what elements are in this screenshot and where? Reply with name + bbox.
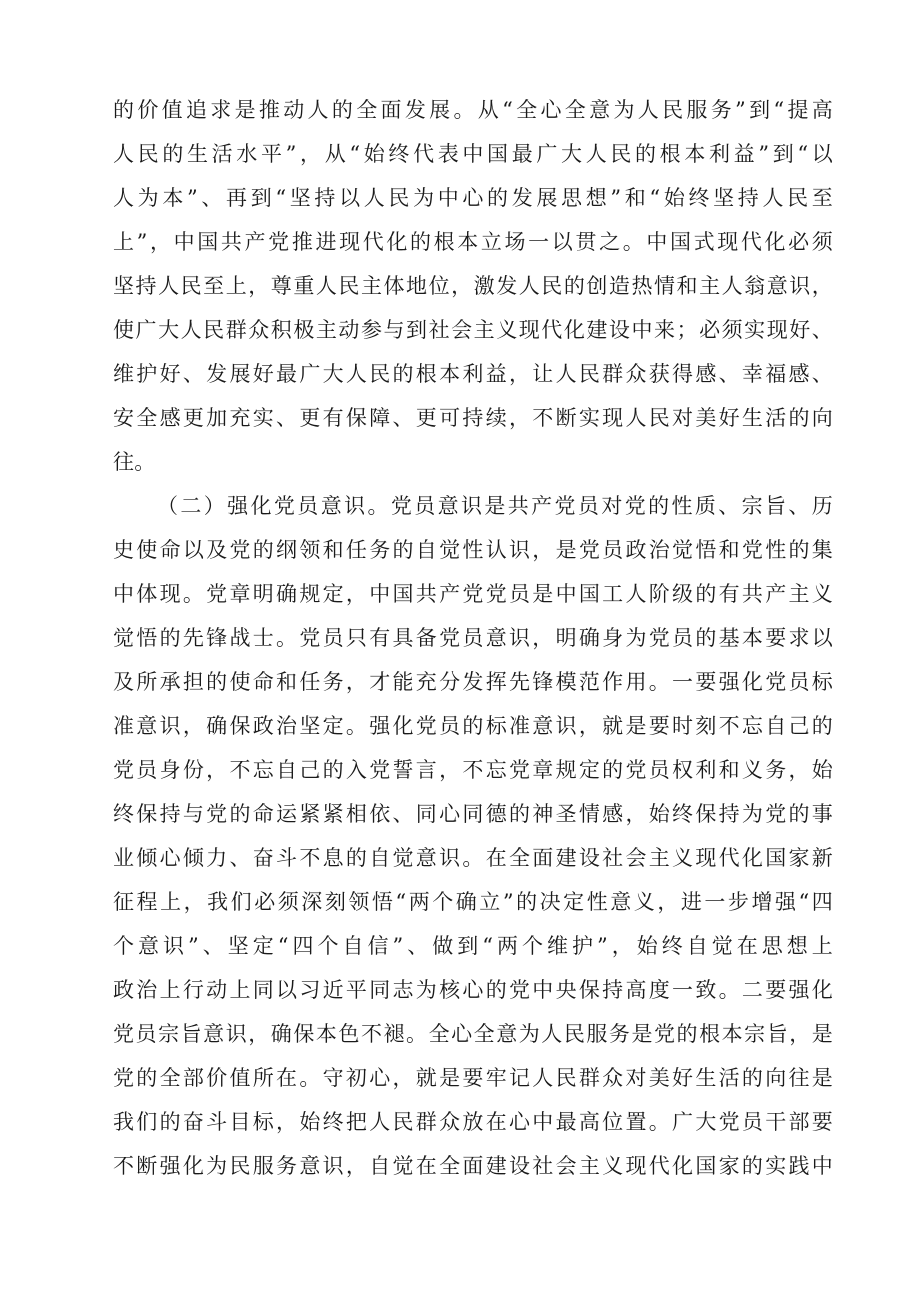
text-line: 安全感更加充实、更有保障、更可持续，不断实现人民对美好生活的向 [113,406,833,430]
text-line: 中体现。党章明确规定，中国共产党党员是中国工人阶级的有共产主义 [113,582,833,606]
text-line: 准意识，确保政治坚定。强化党员的标准意识，就是要时刻不忘自己的 [113,714,833,738]
text-line: 党的全部价值所在。守初心，就是要牢记人民群众对美好生活的向往是 [113,1066,833,1090]
text-line: 党员宗旨意识，确保本色不褪。全心全意为人民服务是党的根本宗旨，是 [113,1022,833,1046]
text-line: 上”，中国共产党推进现代化的根本立场一以贯之。中国式现代化必须 [113,230,833,254]
text-line: 党员身份，不忘自己的入党誓言，不忘党章规定的党员权利和义务，始 [113,758,833,782]
text-line: 政治上行动上同以习近平同志为核心的党中央保持高度一致。二要强化 [113,978,833,1002]
text-line: 终保持与党的命运紧紧相依、同心同德的神圣情感，始终保持为党的事 [113,802,833,826]
text-line: 觉悟的先锋战士。党员只有具备党员意识，明确身为党员的基本要求以 [113,626,833,650]
text-line: 的价值追求是推动人的全面发展。从“全心全意为人民服务”到“提高 [113,98,833,122]
text-line: 及所承担的使命和任务，才能充分发挥先锋模范作用。一要强化党员标 [113,670,833,694]
text-line: 使广大人民群众积极主动参与到社会主义现代化建设中来；必须实现好、 [113,318,833,342]
text-line: 征程上，我们必须深刻领悟“两个确立”的决定性意义，进一步增强“四 [113,890,833,914]
text-line: 我们的奋斗目标，始终把人民群众放在心中最高位置。广大党员干部要 [113,1110,833,1134]
text-line: 个意识”、坚定“四个自信”、做到“两个维护”，始终自觉在思想上 [113,934,833,958]
text-line: 人为本”、再到“坚持以人民为中心的发展思想”和“始终坚持人民至 [113,186,833,210]
text-line: 往。 [113,450,156,474]
text-line: 不断强化为民服务意识，自觉在全面建设社会主义现代化国家的实践中 [113,1154,833,1178]
section-heading-line: （二）强化党员意识。党员意识是共产党员对党的性质、宗旨、历 [157,494,833,518]
text-line: 史使命以及党的纲领和任务的自觉性认识，是党员政治觉悟和党性的集 [113,538,833,562]
text-line: 坚持人民至上，尊重人民主体地位，激发人民的创造热情和主人翁意识， [113,274,833,298]
text-line: 维护好、发展好最广大人民的根本利益，让人民群众获得感、幸福感、 [113,362,833,386]
text-line: 业倾心倾力、奋斗不息的自觉意识。在全面建设社会主义现代化国家新 [113,846,833,870]
text-line: 人民的生活水平”，从“始终代表中国最广大人民的根本利益”到“以 [113,142,833,166]
